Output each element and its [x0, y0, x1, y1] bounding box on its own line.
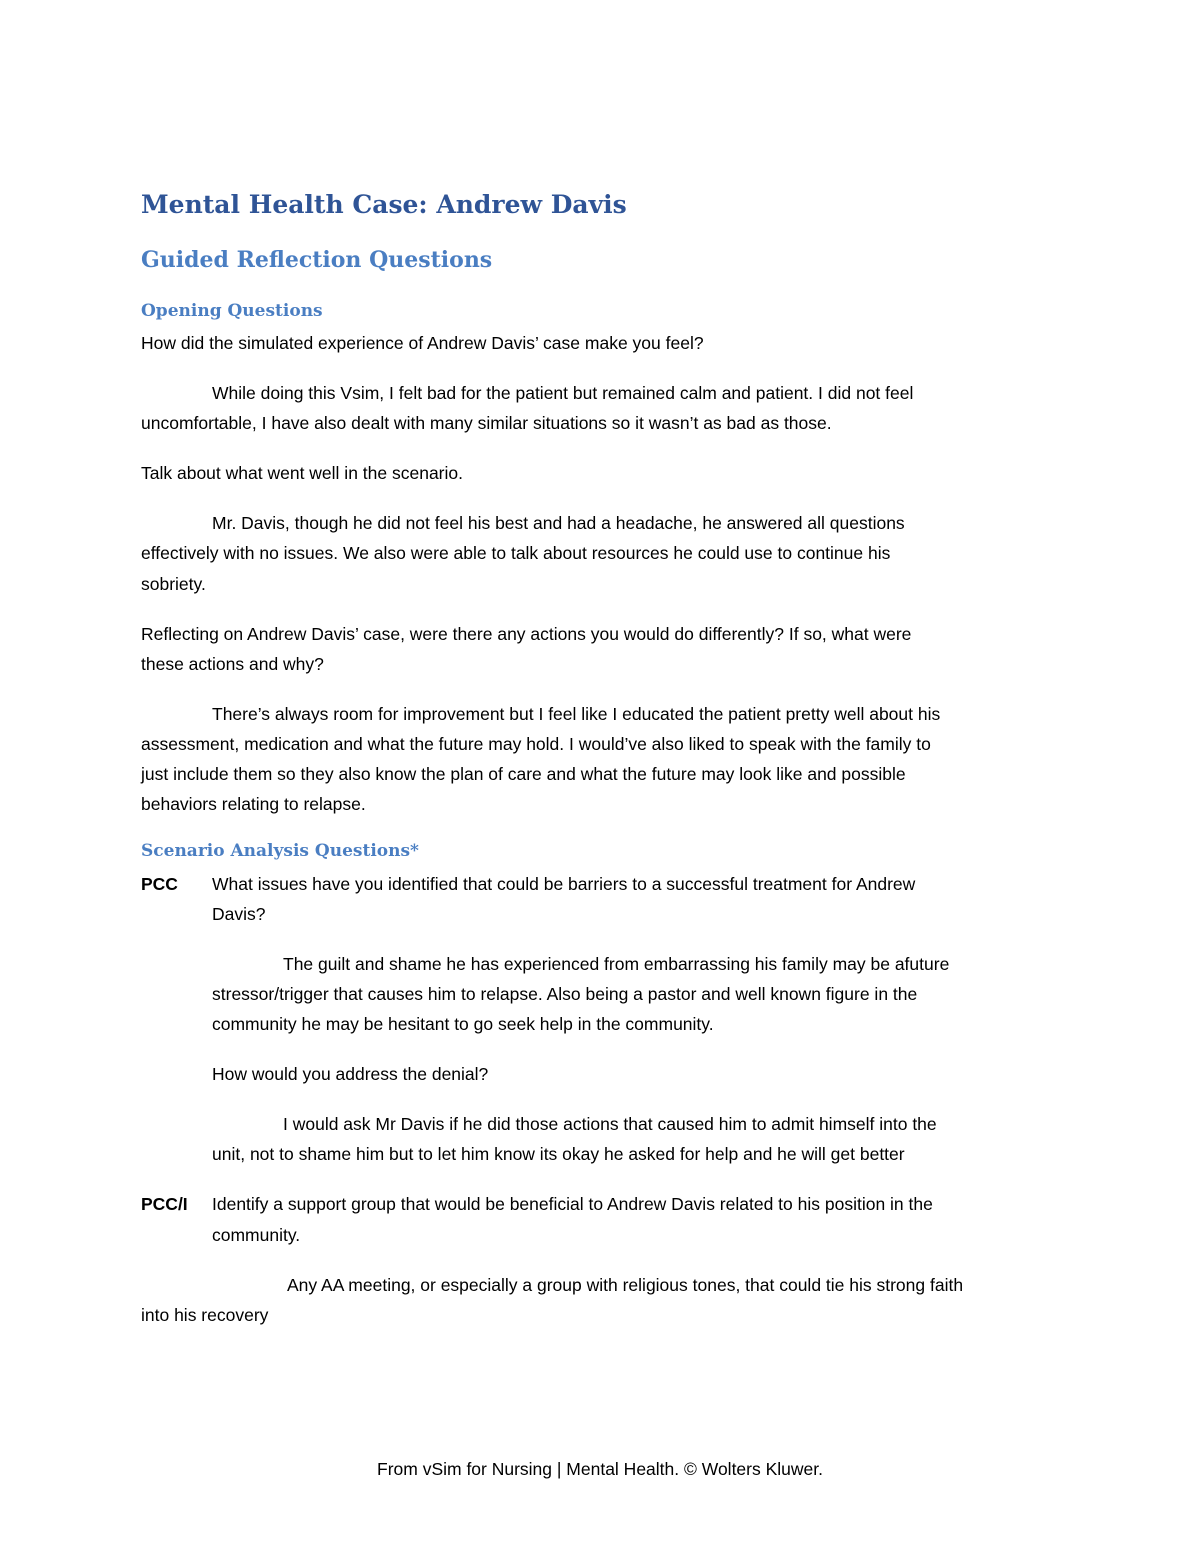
section-title-guided-reflection: Guided Reflection Questions [141, 247, 493, 273]
question-differently-line-1: Reflecting on Andrew Davis’ case, were there any actions you would do differently? If so, what were [141, 624, 912, 644]
answer-denial-line-1: I would ask Mr Davis if he did those actions that caused him to admit himself into the [283, 1114, 937, 1134]
heading-opening-questions: Opening Questions [141, 301, 323, 321]
answer-went-well-line-3: sobriety. [141, 574, 206, 594]
question-went-well: Talk about what went well in the scenario. [141, 463, 463, 483]
question-differently-line-2: these actions and why? [141, 654, 324, 674]
question-barriers-line-2: Davis? [212, 904, 266, 924]
answer-went-well-line-2: effectively with no issues. We also were able to talk about resources he could use to continue his [141, 543, 891, 563]
answer-differently-line-1: There’s always room for improvement but I feel like I educated the patient pretty well about his [212, 704, 941, 724]
answer-barriers-line-2: stressor/trigger that causes him to relapse. Also being a pastor and well known figure in the [212, 984, 918, 1004]
page-footer: From vSim for Nursing | Mental Health. © Wolters Kluwer. [377, 1459, 823, 1479]
question-support-group-line-1: Identify a support group that would be beneficial to Andrew Davis related to his position in the [212, 1194, 933, 1214]
question-denial: How would you address the denial? [212, 1064, 489, 1084]
page-title: Mental Health Case: Andrew Davis [141, 190, 627, 219]
answer-differently-line-3: just include them so they also know the plan of care and what the future may look like and possible [141, 764, 906, 784]
answer-support-group-line-2: into his recovery [141, 1305, 269, 1325]
tag-pcc-i: PCC/I [141, 1194, 188, 1214]
answer-barriers-line-3: community he may be hesitant to go seek help in the community. [212, 1014, 714, 1034]
heading-scenario-analysis: Scenario Analysis Questions* [141, 841, 419, 861]
answer-feel-line-2: uncomfortable, I have also dealt with many similar situations so it wasn’t as bad as those. [141, 413, 832, 433]
answer-feel-line-1: While doing this Vsim, I felt bad for the patient but remained calm and patient. I did not feel [212, 383, 914, 403]
question-feel: How did the simulated experience of Andrew Davis’ case make you feel? [141, 333, 704, 353]
answer-differently-line-4: behaviors relating to relapse. [141, 794, 366, 814]
question-barriers-line-1: What issues have you identified that could be barriers to a successful treatment for Andrew [212, 874, 916, 894]
answer-differently-line-2: assessment, medication and what the future may hold. I would’ve also liked to speak with the family to [141, 734, 931, 754]
tag-pcc: PCC [141, 874, 178, 894]
answer-went-well-line-1: Mr. Davis, though he did not feel his best and had a headache, he answered all questions [212, 513, 905, 533]
answer-barriers-line-1: The guilt and shame he has experienced from embarrassing his family may be afuture [283, 954, 950, 974]
question-support-group-line-2: community. [212, 1225, 301, 1245]
answer-support-group-line-1: Any AA meeting, or especially a group with religious tones, that could tie his strong faith [287, 1275, 964, 1295]
answer-denial-line-2: unit, not to shame him but to let him know its okay he asked for help and he will get better [212, 1144, 905, 1164]
